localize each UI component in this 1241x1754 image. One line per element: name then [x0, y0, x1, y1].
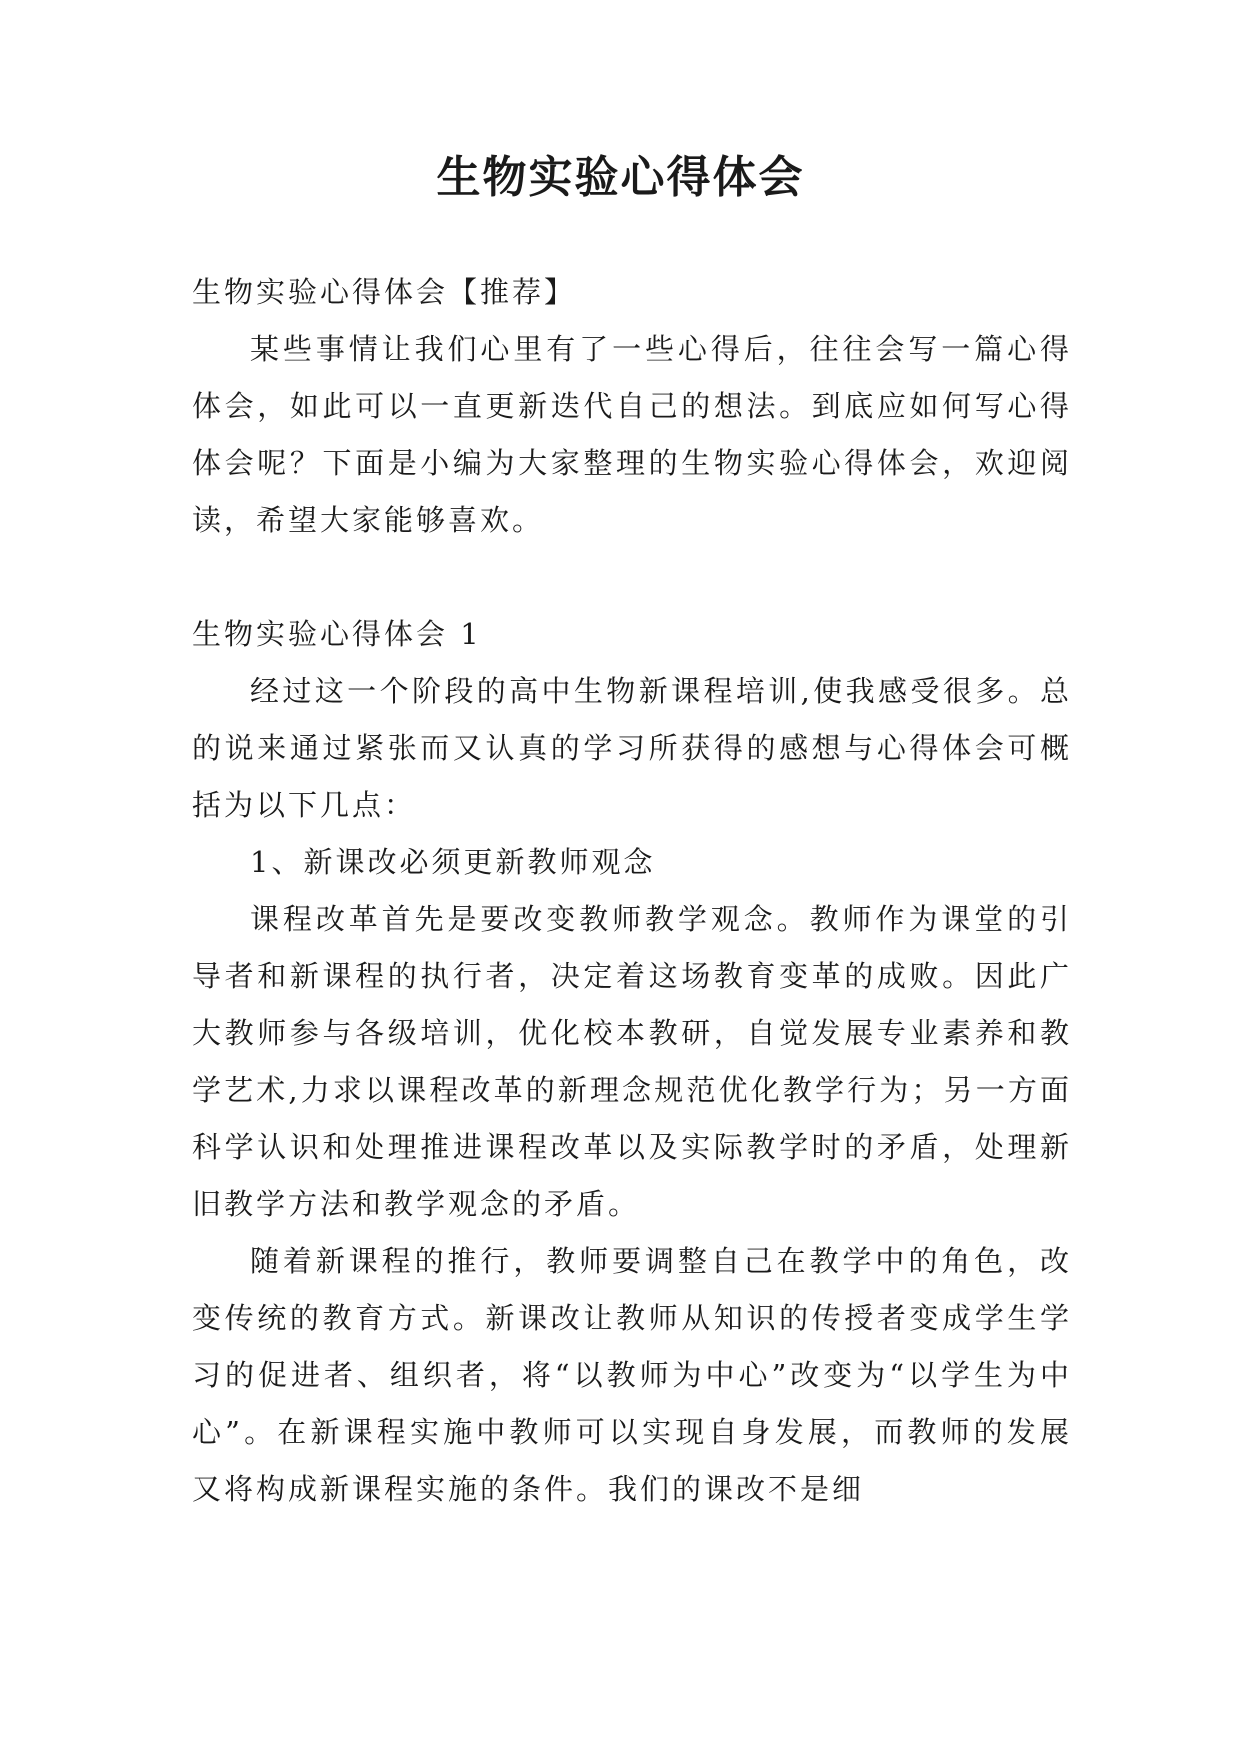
document-subtitle: 生物实验心得体会【推荐】: [192, 275, 577, 309]
document-body: [192, 264, 1072, 1518]
paragraph: 课程改革首先是要改变教师教学观念。教师作为课堂的引导者和新课程的执行者，决定着这场教育变革的成败。因此广大教师参与各级培训，优化校本教研，自觉发展专业素养和教学艺术,力求以课程改革的新理念规范优化教学行为；另一方面科学认识和处理推进课程改革以及实际教学时的矛盾，处理新旧教学方法和教学观念的矛盾。: [192, 902, 1072, 1221]
paragraph: 经过这一个阶段的高中生物新课程培训,使我感受很多。总的说来通过紧张而又认真的学习所获得的感想与心得体会可概括为以下几点：: [192, 674, 1072, 822]
document-title: 生物实验心得体会: [436, 152, 805, 203]
paragraph: 随着新课程的推行，教师要调整自己在教学中的角色，改变传统的教育方式。新课改让教师从知识的传授者变成学生学习的促进者、组织者，将“以教师为中心”改变为“以学生为中心”。在新课程实施中教师可以实现自身发展，而教师的发展又将构成新课程实施的条件。我们的课改不是细: [192, 1244, 1072, 1506]
point-heading: 1、新课改必须更新教师观念: [250, 845, 656, 879]
section-heading: 生物实验心得体会 1: [192, 617, 482, 651]
intro-paragraph: 某些事情让我们心里有了一些心得后，往往会写一篇心得体会，如此可以一直更新迭代自己的想法。到底应如何写心得体会呢？下面是小编为大家整理的生物实验心得体会，欢迎阅读，希望大家能够喜欢。: [192, 332, 1072, 537]
